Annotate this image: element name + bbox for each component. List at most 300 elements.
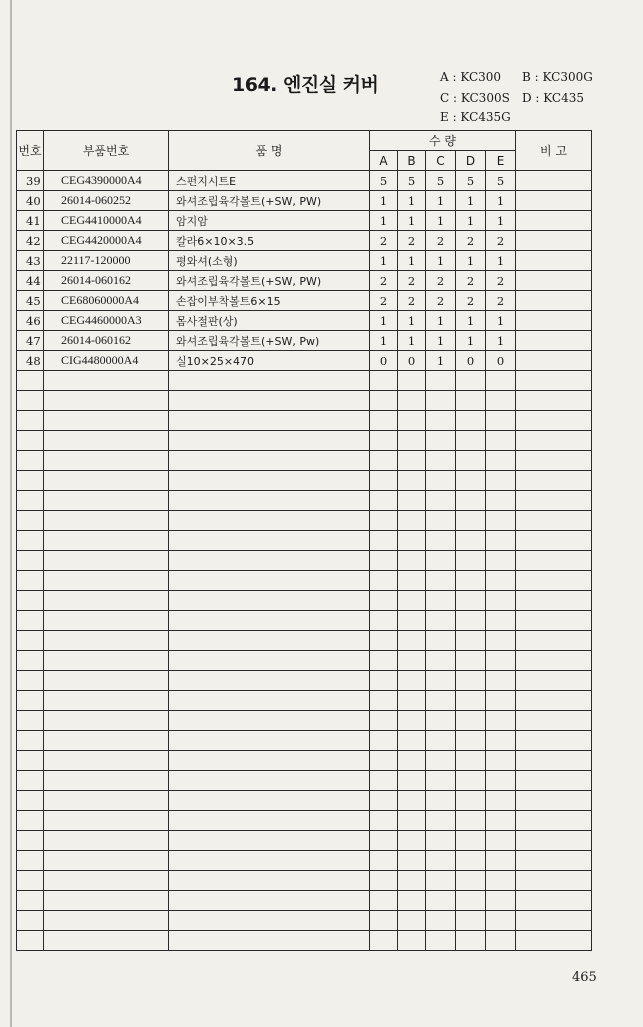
cell-no bbox=[17, 511, 44, 531]
cell-remark bbox=[516, 631, 592, 651]
cell-qty bbox=[398, 451, 426, 471]
empty-row bbox=[17, 491, 592, 511]
cell-remark bbox=[516, 791, 592, 811]
cell-qty: 2 bbox=[398, 231, 426, 251]
cell-qty: 0 bbox=[398, 351, 426, 371]
cell-remark bbox=[516, 291, 592, 311]
cell-qty bbox=[370, 831, 398, 851]
cell-qty: 1 bbox=[370, 331, 398, 351]
cell-qty: 1 bbox=[486, 211, 516, 231]
cell-part-no: CEG4460000A3 bbox=[44, 311, 169, 331]
cell-part-no bbox=[44, 471, 169, 491]
cell-name bbox=[169, 611, 370, 631]
cell-qty bbox=[398, 531, 426, 551]
cell-qty bbox=[456, 651, 486, 671]
cell-qty bbox=[370, 491, 398, 511]
cell-qty bbox=[456, 551, 486, 571]
cell-part-no bbox=[44, 731, 169, 751]
empty-row bbox=[17, 551, 592, 571]
empty-row bbox=[17, 711, 592, 731]
cell-qty bbox=[398, 611, 426, 631]
cell-qty: 1 bbox=[456, 331, 486, 351]
cell-no bbox=[17, 591, 44, 611]
cell-no: 40 bbox=[17, 191, 44, 211]
cell-qty bbox=[398, 631, 426, 651]
cell-qty bbox=[486, 851, 516, 871]
header-name: 품 명 bbox=[169, 131, 370, 171]
cell-qty bbox=[486, 511, 516, 531]
empty-row bbox=[17, 791, 592, 811]
cell-remark bbox=[516, 551, 592, 571]
table-row bbox=[17, 311, 592, 331]
cell-part-no bbox=[44, 771, 169, 791]
cell-part-no bbox=[44, 491, 169, 511]
cell-part-no bbox=[44, 811, 169, 831]
cell-remark bbox=[516, 191, 592, 211]
cell-qty bbox=[456, 631, 486, 651]
empty-row bbox=[17, 831, 592, 851]
empty-row bbox=[17, 451, 592, 471]
cell-qty bbox=[456, 691, 486, 711]
cell-qty bbox=[370, 691, 398, 711]
cell-qty bbox=[398, 931, 426, 951]
cell-qty bbox=[486, 591, 516, 611]
cell-qty: 1 bbox=[398, 331, 426, 351]
cell-part-no bbox=[44, 831, 169, 851]
cell-no bbox=[17, 751, 44, 771]
cell-remark bbox=[516, 491, 592, 511]
cell-name bbox=[169, 651, 370, 671]
cell-qty bbox=[370, 631, 398, 651]
cell-part-no bbox=[44, 651, 169, 671]
cell-remark bbox=[516, 271, 592, 291]
model-code: B : KC300G bbox=[522, 70, 593, 84]
cell-part-no bbox=[44, 571, 169, 591]
cell-remark bbox=[516, 211, 592, 231]
cell-name bbox=[169, 551, 370, 571]
cell-qty bbox=[426, 931, 456, 951]
cell-qty: 1 bbox=[398, 211, 426, 231]
cell-qty: 2 bbox=[370, 231, 398, 251]
cell-remark bbox=[516, 571, 592, 591]
cell-qty bbox=[426, 391, 456, 411]
cell-part-no: CEG4390000A4 bbox=[44, 171, 169, 191]
empty-row bbox=[17, 371, 592, 391]
cell-qty bbox=[398, 891, 426, 911]
cell-qty bbox=[398, 691, 426, 711]
cell-name bbox=[169, 411, 370, 431]
cell-no bbox=[17, 671, 44, 691]
cell-qty bbox=[370, 791, 398, 811]
cell-remark bbox=[516, 811, 592, 831]
cell-qty bbox=[426, 491, 456, 511]
cell-part-no bbox=[44, 591, 169, 611]
cell-qty bbox=[486, 651, 516, 671]
cell-qty bbox=[486, 671, 516, 691]
cell-qty bbox=[486, 811, 516, 831]
cell-part-no bbox=[44, 551, 169, 571]
cell-qty: 1 bbox=[486, 251, 516, 271]
cell-qty bbox=[486, 631, 516, 651]
cell-qty bbox=[486, 371, 516, 391]
cell-qty bbox=[426, 911, 456, 931]
cell-remark bbox=[516, 471, 592, 491]
cell-qty bbox=[370, 651, 398, 671]
cell-name bbox=[169, 891, 370, 911]
cell-qty bbox=[486, 471, 516, 491]
cell-no bbox=[17, 531, 44, 551]
cell-qty bbox=[456, 371, 486, 391]
cell-no bbox=[17, 691, 44, 711]
cell-no bbox=[17, 651, 44, 671]
cell-qty bbox=[370, 531, 398, 551]
cell-part-no: CEG4410000A4 bbox=[44, 211, 169, 231]
header-remark: 비 고 bbox=[516, 131, 592, 171]
cell-qty: 1 bbox=[370, 211, 398, 231]
cell-qty bbox=[398, 751, 426, 771]
cell-qty bbox=[426, 451, 456, 471]
cell-remark bbox=[516, 831, 592, 851]
cell-qty bbox=[426, 471, 456, 491]
cell-qty: 2 bbox=[426, 271, 456, 291]
cell-qty: 2 bbox=[370, 271, 398, 291]
cell-qty: 2 bbox=[398, 291, 426, 311]
cell-remark bbox=[516, 171, 592, 191]
cell-qty bbox=[456, 851, 486, 871]
cell-name: 암지암 bbox=[169, 211, 370, 231]
cell-qty bbox=[398, 871, 426, 891]
cell-qty bbox=[486, 691, 516, 711]
cell-qty bbox=[456, 491, 486, 511]
cell-no: 44 bbox=[17, 271, 44, 291]
cell-qty bbox=[370, 391, 398, 411]
cell-qty: 5 bbox=[426, 171, 456, 191]
cell-name: 와셔조립육각볼트(+SW, PW) bbox=[169, 191, 370, 211]
cell-part-no: 22117-120000 bbox=[44, 251, 169, 271]
cell-qty bbox=[370, 671, 398, 691]
cell-qty bbox=[426, 371, 456, 391]
cell-qty bbox=[398, 831, 426, 851]
cell-no bbox=[17, 711, 44, 731]
cell-qty bbox=[370, 611, 398, 631]
empty-row bbox=[17, 851, 592, 871]
table-row bbox=[17, 271, 592, 291]
cell-part-no bbox=[44, 631, 169, 651]
model-code: E : KC435G bbox=[440, 110, 511, 124]
cell-qty bbox=[456, 751, 486, 771]
cell-qty bbox=[370, 511, 398, 531]
cell-part-no bbox=[44, 691, 169, 711]
cell-qty: 1 bbox=[486, 331, 516, 351]
table-row bbox=[17, 231, 592, 251]
cell-qty bbox=[456, 871, 486, 891]
cell-part-no: CIG4480000A4 bbox=[44, 351, 169, 371]
cell-no bbox=[17, 731, 44, 751]
cell-part-no bbox=[44, 911, 169, 931]
cell-remark bbox=[516, 891, 592, 911]
cell-qty bbox=[370, 431, 398, 451]
cell-qty: 2 bbox=[426, 231, 456, 251]
cell-qty bbox=[426, 751, 456, 771]
cell-remark bbox=[516, 771, 592, 791]
cell-qty bbox=[426, 811, 456, 831]
cell-qty: 2 bbox=[486, 291, 516, 311]
cell-remark bbox=[516, 671, 592, 691]
cell-qty: 1 bbox=[370, 251, 398, 271]
header-qty-b: B bbox=[398, 151, 426, 171]
header-qty: 수 량 bbox=[370, 131, 516, 151]
cell-remark bbox=[516, 411, 592, 431]
page-title: 164. 엔진실 커버 bbox=[232, 74, 379, 96]
cell-remark bbox=[516, 911, 592, 931]
cell-qty bbox=[426, 571, 456, 591]
empty-row bbox=[17, 891, 592, 911]
cell-qty bbox=[486, 771, 516, 791]
page-edge bbox=[10, 0, 12, 1027]
cell-qty: 2 bbox=[370, 291, 398, 311]
cell-part-no bbox=[44, 451, 169, 471]
cell-remark bbox=[516, 451, 592, 471]
cell-remark bbox=[516, 231, 592, 251]
table-row bbox=[17, 331, 592, 351]
cell-qty: 1 bbox=[398, 191, 426, 211]
cell-no bbox=[17, 391, 44, 411]
empty-row bbox=[17, 591, 592, 611]
cell-qty bbox=[398, 391, 426, 411]
cell-qty bbox=[486, 891, 516, 911]
empty-row bbox=[17, 511, 592, 531]
table-row bbox=[17, 171, 592, 191]
cell-no bbox=[17, 371, 44, 391]
cell-qty bbox=[426, 431, 456, 451]
cell-part-no bbox=[44, 851, 169, 871]
cell-name: 평와셔(소형) bbox=[169, 251, 370, 271]
cell-name bbox=[169, 731, 370, 751]
cell-remark bbox=[516, 751, 592, 771]
cell-qty bbox=[398, 471, 426, 491]
cell-qty bbox=[426, 771, 456, 791]
cell-qty bbox=[486, 711, 516, 731]
cell-qty bbox=[398, 571, 426, 591]
cell-name bbox=[169, 771, 370, 791]
cell-qty bbox=[456, 811, 486, 831]
cell-name: 와셔조립육각볼트(+SW, PW) bbox=[169, 271, 370, 291]
cell-no bbox=[17, 491, 44, 511]
cell-qty bbox=[426, 511, 456, 531]
cell-name bbox=[169, 511, 370, 531]
cell-name bbox=[169, 571, 370, 591]
cell-qty bbox=[398, 411, 426, 431]
empty-row bbox=[17, 931, 592, 951]
cell-part-no: 26014-060162 bbox=[44, 271, 169, 291]
cell-qty: 1 bbox=[486, 311, 516, 331]
cell-qty bbox=[426, 631, 456, 651]
cell-part-no bbox=[44, 671, 169, 691]
cell-qty bbox=[426, 831, 456, 851]
cell-name bbox=[169, 931, 370, 951]
cell-part-no bbox=[44, 611, 169, 631]
cell-qty bbox=[456, 731, 486, 751]
cell-name: 스펀지시트E bbox=[169, 171, 370, 191]
cell-qty: 1 bbox=[426, 331, 456, 351]
header-no: 번호 bbox=[17, 131, 44, 171]
cell-qty bbox=[370, 771, 398, 791]
cell-qty: 2 bbox=[456, 291, 486, 311]
empty-row bbox=[17, 871, 592, 891]
cell-qty bbox=[426, 731, 456, 751]
cell-qty bbox=[398, 371, 426, 391]
cell-name bbox=[169, 631, 370, 651]
cell-no bbox=[17, 851, 44, 871]
cell-name bbox=[169, 451, 370, 471]
cell-remark bbox=[516, 851, 592, 871]
empty-row bbox=[17, 751, 592, 771]
empty-row bbox=[17, 571, 592, 591]
cell-qty bbox=[456, 431, 486, 451]
table-row bbox=[17, 291, 592, 311]
cell-name: 와셔조립육각볼트(+SW, Pw) bbox=[169, 331, 370, 351]
cell-qty bbox=[370, 411, 398, 431]
cell-qty bbox=[486, 751, 516, 771]
cell-remark bbox=[516, 691, 592, 711]
cell-qty: 1 bbox=[370, 311, 398, 331]
cell-qty bbox=[486, 731, 516, 751]
cell-qty bbox=[456, 611, 486, 631]
table-row bbox=[17, 191, 592, 211]
cell-qty: 5 bbox=[456, 171, 486, 191]
empty-row bbox=[17, 691, 592, 711]
cell-qty bbox=[398, 731, 426, 751]
cell-no: 47 bbox=[17, 331, 44, 351]
cell-qty bbox=[370, 911, 398, 931]
empty-row bbox=[17, 811, 592, 831]
table-row bbox=[17, 251, 592, 271]
cell-remark bbox=[516, 591, 592, 611]
cell-qty bbox=[426, 411, 456, 431]
cell-qty bbox=[456, 451, 486, 471]
cell-qty bbox=[370, 551, 398, 571]
cell-remark bbox=[516, 531, 592, 551]
cell-no bbox=[17, 431, 44, 451]
cell-qty bbox=[426, 851, 456, 871]
cell-no bbox=[17, 771, 44, 791]
cell-qty bbox=[398, 811, 426, 831]
cell-qty bbox=[426, 871, 456, 891]
header-qty-a: A bbox=[370, 151, 398, 171]
cell-no bbox=[17, 931, 44, 951]
model-code: C : KC300S bbox=[440, 91, 510, 105]
cell-qty: 2 bbox=[486, 231, 516, 251]
cell-qty: 1 bbox=[456, 191, 486, 211]
cell-name bbox=[169, 811, 370, 831]
cell-remark bbox=[516, 331, 592, 351]
cell-qty bbox=[486, 571, 516, 591]
model-code: D : KC435 bbox=[522, 91, 585, 105]
cell-no bbox=[17, 891, 44, 911]
cell-qty bbox=[370, 851, 398, 871]
cell-name bbox=[169, 431, 370, 451]
cell-remark bbox=[516, 931, 592, 951]
cell-qty bbox=[370, 471, 398, 491]
cell-remark bbox=[516, 611, 592, 631]
cell-part-no bbox=[44, 931, 169, 951]
cell-remark bbox=[516, 711, 592, 731]
cell-qty bbox=[370, 731, 398, 751]
cell-no bbox=[17, 571, 44, 591]
cell-name bbox=[169, 671, 370, 691]
cell-qty bbox=[456, 391, 486, 411]
cell-name bbox=[169, 711, 370, 731]
cell-qty: 1 bbox=[456, 211, 486, 231]
cell-part-no bbox=[44, 431, 169, 451]
cell-name: 손잡이부착볼트6×15 bbox=[169, 291, 370, 311]
cell-qty bbox=[370, 451, 398, 471]
table-row bbox=[17, 211, 592, 231]
cell-qty bbox=[398, 911, 426, 931]
cell-name bbox=[169, 791, 370, 811]
cell-remark bbox=[516, 431, 592, 451]
cell-qty bbox=[398, 671, 426, 691]
cell-remark bbox=[516, 871, 592, 891]
cell-remark bbox=[516, 251, 592, 271]
cell-name bbox=[169, 911, 370, 931]
cell-qty bbox=[456, 571, 486, 591]
cell-qty bbox=[426, 531, 456, 551]
cell-qty: 1 bbox=[426, 251, 456, 271]
cell-qty bbox=[426, 691, 456, 711]
cell-no bbox=[17, 791, 44, 811]
cell-qty bbox=[426, 611, 456, 631]
cell-qty: 1 bbox=[456, 251, 486, 271]
empty-row bbox=[17, 471, 592, 491]
cell-qty: 1 bbox=[426, 351, 456, 371]
empty-row bbox=[17, 651, 592, 671]
cell-name bbox=[169, 871, 370, 891]
cell-part-no bbox=[44, 411, 169, 431]
cell-no bbox=[17, 551, 44, 571]
cell-name bbox=[169, 491, 370, 511]
cell-part-no bbox=[44, 751, 169, 771]
cell-qty bbox=[486, 611, 516, 631]
cell-qty: 1 bbox=[370, 191, 398, 211]
cell-no: 45 bbox=[17, 291, 44, 311]
cell-no: 46 bbox=[17, 311, 44, 331]
cell-qty bbox=[398, 651, 426, 671]
cell-qty bbox=[370, 591, 398, 611]
cell-part-no bbox=[44, 371, 169, 391]
cell-remark bbox=[516, 311, 592, 331]
cell-no bbox=[17, 831, 44, 851]
cell-part-no: 26014-060252 bbox=[44, 191, 169, 211]
cell-qty bbox=[486, 451, 516, 471]
cell-qty bbox=[370, 931, 398, 951]
empty-row bbox=[17, 531, 592, 551]
cell-qty bbox=[398, 711, 426, 731]
cell-qty bbox=[426, 591, 456, 611]
cell-name: 몸사절판(상) bbox=[169, 311, 370, 331]
cell-qty bbox=[456, 711, 486, 731]
cell-part-no: 26014-060162 bbox=[44, 331, 169, 351]
cell-qty: 0 bbox=[370, 351, 398, 371]
cell-qty: 1 bbox=[398, 251, 426, 271]
cell-remark bbox=[516, 511, 592, 531]
cell-qty bbox=[486, 791, 516, 811]
cell-qty bbox=[486, 391, 516, 411]
cell-qty bbox=[398, 491, 426, 511]
cell-name: 실10×25×470 bbox=[169, 351, 370, 371]
cell-qty bbox=[486, 551, 516, 571]
cell-remark bbox=[516, 351, 592, 371]
